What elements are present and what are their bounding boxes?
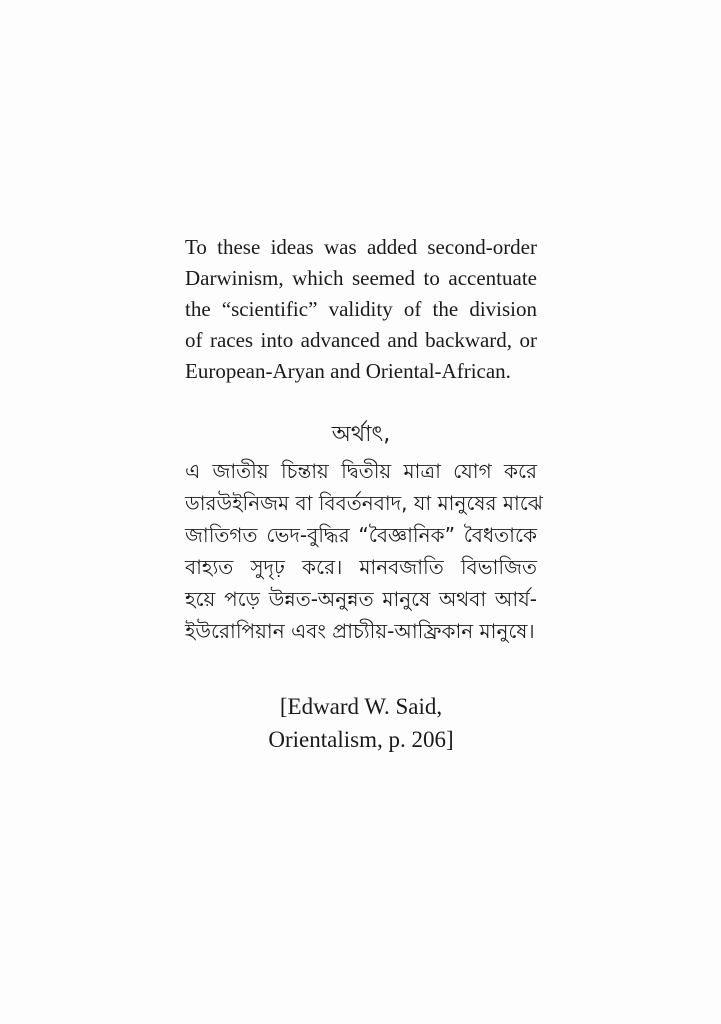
citation-author: [Edward W. Said, (279, 694, 443, 719)
bangla-translation-line: জাতিগত ভেদ-বুদ্ধির “বৈজ্ঞানিক” বৈধতাকে (185, 523, 537, 547)
bangla-translation (185, 455, 543, 647)
english-quote-line: To these ideas was added second-order (185, 235, 537, 259)
english-quote (185, 232, 537, 387)
english-quote-line: Darwinism, which seemed to accentuate (185, 266, 537, 290)
bangla-translation-line: ইউরোপিয়ান এবং প্রাচ্যীয়-আফ্রিকান মানুষে। (185, 619, 535, 643)
english-quote-line: the “scientific” validity of the division (185, 297, 537, 321)
bangla-translation-line: বাহ্যত সুদৃঢ় করে। মানবজাতি বিভাজিত (185, 555, 537, 579)
bangla-translation-line: ডারউইনিজম বা বিবর্তনবাদ, যা মানুষের মাঝে (185, 491, 543, 515)
bangla-translation-line: হয়ে পড়ে উন্নত-অনুন্নত মানুষে অথবা আর্য- (185, 587, 537, 611)
bangla-translation-line: এ জাতীয় চিন্তায় দ্বিতীয় মাত্রা যোগ করে (185, 459, 537, 483)
english-quote-line: European-Aryan and Oriental-African. (185, 359, 511, 383)
english-quote-line: of races into advanced and backward, or (185, 328, 537, 352)
citation-source: Orientalism, p. 206] (268, 727, 454, 752)
citation (185, 690, 537, 756)
connector-word: অর্থাৎ, (331, 422, 391, 447)
